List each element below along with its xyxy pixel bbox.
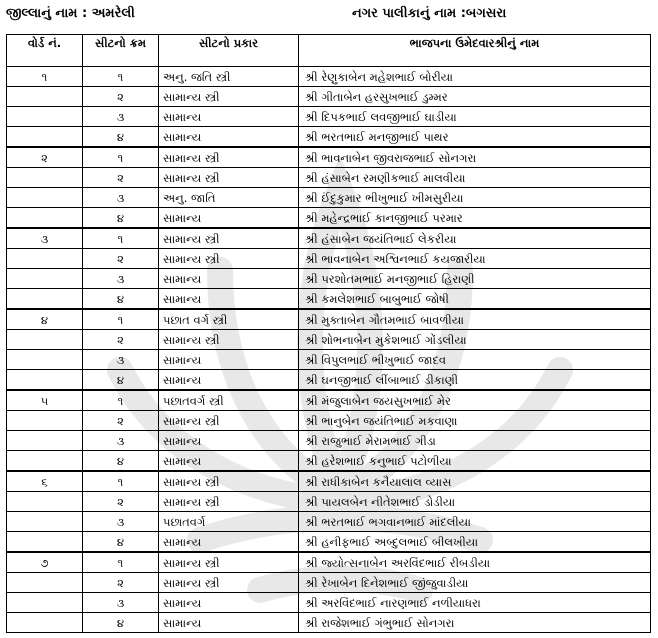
- table-row: [7, 289, 651, 310]
- candidate-name-cell: શ્રી વિપુલભાઈ ભીખુભાઈ જાદવ: [299, 350, 651, 370]
- ward-cell: [7, 208, 83, 229]
- seat-type-column-header: સીટનો પ્રકાર: [159, 35, 299, 67]
- seat-no-cell: ૪: [83, 532, 159, 553]
- seat-type-cell: સામાન્ય: [159, 532, 299, 553]
- seat-no-cell: ૪: [83, 208, 159, 229]
- candidate-name-cell: શ્રી ભરતભાઈ મનજીભાઈ પાથર: [299, 127, 651, 148]
- seat-no-cell: ૧: [83, 390, 159, 411]
- seat-no-cell: ૩: [83, 107, 159, 127]
- seat-type-cell: અનુ. જાતિ: [159, 188, 299, 208]
- seat-no-cell: ૨: [83, 492, 159, 512]
- table-row: [7, 552, 651, 573]
- seat-no-cell: ૧: [83, 67, 159, 87]
- table-row: [7, 370, 651, 391]
- seat-type-cell: સામાન્ય: [159, 370, 299, 391]
- candidate-name-cell: શ્રી જ્યોત્સનાબેન અરવિંદભાઈ રીબડીયા: [299, 552, 651, 573]
- seat-no-cell: ૧: [83, 147, 159, 168]
- candidate-name-cell: શ્રી રેખાબેન દિનેશભાઈ જીંજુવાડીયા: [299, 573, 651, 593]
- candidate-name-cell: શ્રી રાજેશભાઈ ગંભુભાઈ સોનગરા: [299, 613, 651, 633]
- seat-no-column-header: સીટનો ક્રમ: [83, 35, 159, 67]
- seat-type-cell: પછાત વર્ગ સ્ત્રી: [159, 309, 299, 330]
- seat-no-cell: ૪: [83, 370, 159, 391]
- candidate-name-cell: શ્રી કમલેશભાઈ બાબુભાઈ જોષી: [299, 289, 651, 310]
- seat-type-cell: સામાન્ય સ્ત્રી: [159, 228, 299, 249]
- table-row: [7, 228, 651, 249]
- seat-no-cell: ૨: [83, 330, 159, 350]
- candidate-name-cell: શ્રી હનીફભાઈ અબ્દુલભાઈ બીલખીયા: [299, 532, 651, 553]
- seat-type-cell: સામાન્ય સ્ત્રી: [159, 492, 299, 512]
- table-row: [7, 127, 651, 148]
- table-row: [7, 451, 651, 472]
- seat-no-cell: ૪: [83, 613, 159, 633]
- table-row: [7, 87, 651, 107]
- seat-type-cell: સામાન્ય: [159, 107, 299, 127]
- district-name: જીલ્લાનું નામ : અમરેલી: [6, 6, 135, 21]
- seat-type-cell: સામાન્ય સ્ત્રી: [159, 552, 299, 573]
- candidate-name-cell: શ્રી ભાનુબેન જયંતિભાઈ મકવાણા: [299, 411, 651, 431]
- candidate-name-cell: શ્રી ગીતાબેન હરસુખભાઈ ડુમ્મર: [299, 87, 651, 107]
- candidate-name-cell: શ્રી ભાવનાબેન જીવરાજભાઈ સોનગરા: [299, 147, 651, 168]
- table-row: [7, 411, 651, 431]
- ward-cell: [7, 289, 83, 310]
- ward-cell: ૩: [7, 228, 83, 249]
- table-row: [7, 350, 651, 370]
- ward-cell: [7, 492, 83, 512]
- candidate-column-header: ભાજપના ઉમેદવારશ્રીનું નામ: [299, 35, 651, 67]
- table-row: [7, 269, 651, 289]
- seat-no-cell: ૨: [83, 168, 159, 188]
- candidate-name-cell: શ્રી રેણુકાબેન મહેશભાઈ બોરીયા: [299, 67, 651, 87]
- ward-cell: ૫: [7, 390, 83, 411]
- ward-cell: [7, 249, 83, 269]
- ward-cell: ૬: [7, 471, 83, 492]
- seat-no-cell: ૧: [83, 471, 159, 492]
- seat-type-cell: સામાન્ય: [159, 208, 299, 229]
- seat-type-cell: સામાન્ય સ્ત્રી: [159, 471, 299, 492]
- table-row: [7, 67, 651, 87]
- table-row: [7, 431, 651, 451]
- ward-cell: [7, 593, 83, 613]
- candidate-name-cell: શ્રી રાજુભાઈ મેરામભાઈ ગીડા: [299, 431, 651, 451]
- seat-no-cell: ૪: [83, 127, 159, 148]
- table-row: [7, 613, 651, 633]
- table-row: [7, 330, 651, 350]
- candidate-name-cell: શ્રી પરશોતમભાઈ મનજીભાઈ હિરાણી: [299, 269, 651, 289]
- candidate-name-cell: શ્રી શોભનાબેન મુકેશભાઈ ગોંડલીયા: [299, 330, 651, 350]
- table-row: [7, 573, 651, 593]
- seat-no-cell: ૪: [83, 451, 159, 472]
- municipality-name: નગર પાલીકાનું નામ :બગસરા: [352, 6, 507, 21]
- ward-cell: ૨: [7, 147, 83, 168]
- ward-cell: [7, 451, 83, 472]
- table-row: [7, 532, 651, 553]
- seat-type-cell: સામાન્ય: [159, 269, 299, 289]
- seat-type-cell: પછાતવર્ગ સ્ત્રી: [159, 390, 299, 411]
- ward-cell: [7, 613, 83, 633]
- ward-cell: [7, 168, 83, 188]
- ward-column-header: વોર્ડ નં.: [7, 35, 83, 67]
- seat-no-cell: ૩: [83, 593, 159, 613]
- candidate-name-cell: શ્રી પાયલબેન નીતેશભાઈ ડોડીયા: [299, 492, 651, 512]
- seat-type-cell: સામાન્ય: [159, 289, 299, 310]
- table-row: [7, 107, 651, 127]
- table-row: [7, 208, 651, 229]
- seat-no-cell: ૧: [83, 552, 159, 573]
- seat-no-cell: ૩: [83, 188, 159, 208]
- candidate-name-cell: શ્રી હંસાબેન જયંતિભાઈ લેકરીયા: [299, 228, 651, 249]
- table-header-row: [7, 35, 651, 67]
- candidate-name-cell: શ્રી અરવિંદભાઈ નારણભાઈ નળીયાધરા: [299, 593, 651, 613]
- ward-cell: [7, 87, 83, 107]
- seat-no-cell: ૩: [83, 431, 159, 451]
- ward-cell: [7, 188, 83, 208]
- seat-type-cell: સામાન્ય સ્ત્રી: [159, 411, 299, 431]
- table-row: [7, 390, 651, 411]
- candidate-name-cell: શ્રી દિપકભાઈ લવજીભાઈ ઘાડીયા: [299, 107, 651, 127]
- seat-type-cell: અનુ. જતિ સ્ત્રી: [159, 67, 299, 87]
- table-body: [7, 67, 651, 633]
- ward-cell: [7, 532, 83, 553]
- seat-type-cell: સામાન્ય: [159, 593, 299, 613]
- seat-no-cell: ૪: [83, 289, 159, 310]
- seat-type-cell: સામાન્ય: [159, 350, 299, 370]
- seat-type-cell: સામાન્ય સ્ત્રી: [159, 87, 299, 107]
- table-row: [7, 512, 651, 532]
- ward-cell: [7, 269, 83, 289]
- ward-cell: ૭: [7, 552, 83, 573]
- ward-cell: [7, 431, 83, 451]
- seat-type-cell: સામાન્ય સ્ત્રી: [159, 168, 299, 188]
- table-row: [7, 471, 651, 492]
- seat-type-cell: સામાન્ય સ્ત્રી: [159, 249, 299, 269]
- seat-no-cell: ૨: [83, 249, 159, 269]
- seat-type-cell: સામાન્ય: [159, 613, 299, 633]
- candidate-name-cell: શ્રી ઘનજીભાઈ લીંબાભાઈ ડીકાણી: [299, 370, 651, 391]
- table-row: [7, 309, 651, 330]
- table-row: [7, 168, 651, 188]
- seat-type-cell: પછાતવર્ગ: [159, 512, 299, 532]
- ward-cell: [7, 350, 83, 370]
- candidate-table: [6, 34, 651, 633]
- ward-cell: [7, 573, 83, 593]
- seat-no-cell: ૨: [83, 411, 159, 431]
- ward-cell: ૪: [7, 309, 83, 330]
- seat-no-cell: ૩: [83, 350, 159, 370]
- candidate-name-cell: શ્રી હરેશભાઈ કનુભાઈ પટોળીયા: [299, 451, 651, 472]
- candidate-name-cell: શ્રી ભરતભાઈ ભગવાનભાઈ માંદલીયા: [299, 512, 651, 532]
- candidate-name-cell: શ્રી ઈંદુકુમાર ભીખુભાઈ ખીમસુરીયા: [299, 188, 651, 208]
- seat-no-cell: ૩: [83, 512, 159, 532]
- ward-cell: [7, 512, 83, 532]
- seat-type-cell: સામાન્ય: [159, 451, 299, 472]
- ward-cell: [7, 127, 83, 148]
- table-row: [7, 593, 651, 613]
- seat-no-cell: ૧: [83, 228, 159, 249]
- candidate-name-cell: શ્રી મુક્તાબેન ગૌતમભાઈ બાવળીયા: [299, 309, 651, 330]
- candidate-name-cell: શ્રી રાધીકાબેન કનૈયાલાલ વ્યાસ: [299, 471, 651, 492]
- document-header: [0, 0, 658, 30]
- table-row: [7, 492, 651, 512]
- seat-type-cell: સામાન્ય સ્ત્રી: [159, 573, 299, 593]
- table-row: [7, 147, 651, 168]
- ward-cell: ૧: [7, 67, 83, 87]
- seat-no-cell: ૨: [83, 87, 159, 107]
- table-row: [7, 188, 651, 208]
- candidate-name-cell: શ્રી મહેન્દ્રભાઈ કાનજીભાઈ પરમાર: [299, 208, 651, 229]
- ward-cell: [7, 107, 83, 127]
- ward-cell: [7, 330, 83, 350]
- ward-cell: [7, 411, 83, 431]
- table-row: [7, 249, 651, 269]
- candidate-name-cell: શ્રી ભાવનાબેન અશ્વિનભાઈ કયજારીયા: [299, 249, 651, 269]
- seat-type-cell: સામાન્ય: [159, 431, 299, 451]
- candidate-name-cell: શ્રી મંજુલાબેન જયસુખભાઈ મેર: [299, 390, 651, 411]
- seat-no-cell: ૧: [83, 309, 159, 330]
- seat-no-cell: ૩: [83, 269, 159, 289]
- seat-type-cell: સામાન્ય સ્ત્રી: [159, 147, 299, 168]
- seat-no-cell: ૨: [83, 573, 159, 593]
- seat-type-cell: સામાન્ય સ્ત્રી: [159, 330, 299, 350]
- ward-cell: [7, 370, 83, 391]
- seat-type-cell: સામાન્ય: [159, 127, 299, 148]
- candidate-name-cell: શ્રી હંસાબેન રમણીકભાઈ માલવીયા: [299, 168, 651, 188]
